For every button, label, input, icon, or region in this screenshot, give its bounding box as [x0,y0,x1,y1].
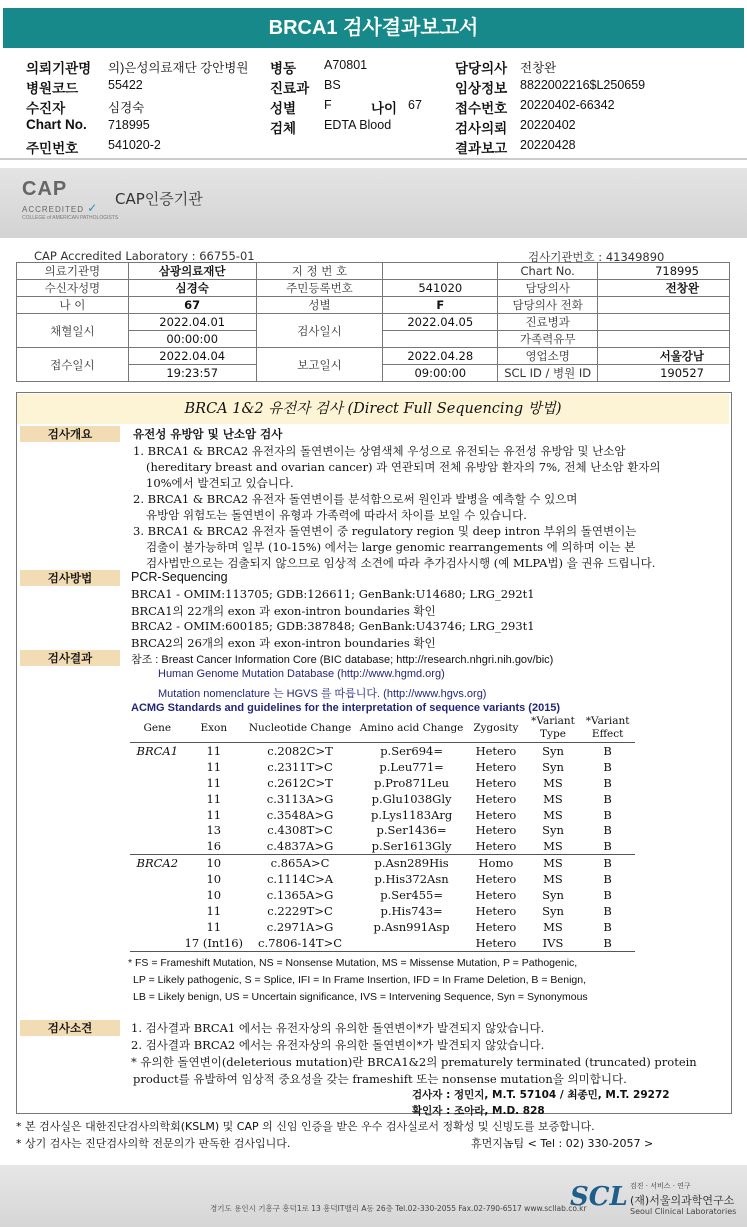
variant-cell: p.Ser1613Gly [371,839,452,854]
variant-cell: BRCA1 [136,743,179,758]
info-cell: 검사일시 [256,314,383,348]
variant-column-header: *Variant Effect [580,714,635,743]
info-cell: 67 [128,297,256,314]
info-cell [598,314,730,331]
variant-cell: p.Ser694= [380,743,443,758]
variant-column-header: Exon [185,714,243,743]
section-label-method: 검사방법 [20,570,120,586]
variant-cell: MS [543,919,563,934]
header-label: Chart No. [26,117,87,132]
header-label: 병원코드 [26,81,79,96]
contact-note: 휴먼지놈팀 < Tel : 02) 330-2057 > [471,1137,654,1150]
variant-cell [130,903,185,919]
variant-cell: MS [543,791,563,806]
footer-address: 경기도 용인시 기흥구 흥덕1로 13 흥덕IT밸리 A동 26층 Tel.02-330-2055 Fax.02-790-6517 www.scllab.co.kr [210,1204,587,1213]
variant-cell: 11 [206,807,222,822]
variant-cell: 16 [206,839,222,854]
variant-cell: B [580,935,635,951]
variant-table [130,714,635,952]
reference-line: Human Genome Mutation Database (http://www.hgmd.org) [158,668,445,680]
header-value: 의)은성의료재단 강안병원 [108,61,249,75]
info-cell: 서울강남 [598,348,730,365]
variant-cell: B [603,743,612,758]
info-cell: 2022.04.28 [383,348,498,365]
variant-cell: c.1365A>G [266,887,334,902]
info-cell: 가족력유무 [498,331,598,348]
footer-org-en: Seoul Clinical Laboratories [630,1207,737,1216]
info-cell: 지 정 번 호 [256,263,383,280]
header-label: 의뢰기관명 [26,61,92,76]
info-row [17,263,730,280]
header-value: A70801 [324,58,368,72]
info-cell: 심경숙 [128,280,256,297]
variant-cell [130,871,185,887]
variant-cell: c.865A>C [243,855,357,871]
variant-cell: Hetero [475,743,517,758]
variant-cell: B [603,823,612,838]
variant-row [130,743,635,759]
variant-row [130,807,635,823]
variant-cell: 11 [206,775,222,790]
variant-cell: 11 [206,919,222,934]
variant-cell: p.Ser1436= [376,823,447,838]
footer-org-kr: (재)서울의과학연구소 [630,1194,735,1207]
info-row [17,280,730,297]
method-line: BRCA2 - OMIM:600185; GDB:387848; GenBank:U43746; LRG_293t1 [131,619,535,633]
variant-cell: MS [543,775,563,790]
header-value: 심경숙 [108,101,145,115]
variant-cell [130,935,185,951]
variant-row [130,838,635,854]
variant-cell: 13 [206,823,222,838]
header-value: 20220402 [520,118,576,132]
variant-cell: B [603,775,612,790]
info-cell: 보고일시 [256,348,383,382]
cap-label: CAP인증기관 [115,190,203,208]
section-label-opinion: 검사소견 [20,1020,120,1036]
header-label: 수진자 [26,101,66,116]
variant-cell: B [603,759,612,774]
overview-line: 1. BRCA1 & BRCA2 유전자의 돌연변이는 상염색체 우성으로 유전되는 유전성 유방암 및 난소암 [133,444,626,458]
footer-org-tag: 검진 · 서비스 · 연구 [630,1182,691,1190]
variant-cell [130,775,185,791]
variant-cell: c.1114C>A [266,872,334,887]
variant-cell: 17 (Int16) [184,935,244,950]
variant-cell: p.Ser455= [380,887,443,902]
variant-cell: c.4308T>C [267,823,333,838]
header-label: 검사의뢰 [455,121,508,136]
variant-cell [130,759,185,775]
variant-cell: Hetero [475,759,517,774]
info-cell: 담당의사 [498,280,598,297]
variant-cell: 11 [206,903,222,918]
info-cell [598,297,730,314]
info-cell: 접수일시 [17,348,129,382]
variant-cell [357,935,466,951]
info-cell: 00:00:00 [128,331,256,348]
header-value: 541020-2 [108,138,161,152]
variant-cell: 10 [206,887,222,902]
info-cell: 나 이 [17,297,129,314]
overview-line: 2. BRCA1 & BRCA2 유전자 돌연변이를 분석함으로써 원인과 발병을 예측할 수 있으며 [133,492,578,506]
info-cell: SCL ID / 병원 ID [498,365,598,382]
variant-cell: MS [543,872,563,887]
overview-line: 10%에서 발견되고 있습니다. [146,476,294,490]
info-cell: 주민등록번호 [256,280,383,297]
overview-line: 검사법만으로는 검출되지 않으므로 임상적 소견에 따라 추가검사시행 (예 MLPA법) 을 권유 드립니다. [146,556,656,570]
header-value: 20220428 [520,138,576,152]
variant-row [130,855,635,871]
variant-cell: p.Pro871Leu [374,775,450,790]
cap-logo-sub: ACCREDITED ✓ [22,201,99,215]
variant-cell: p.Leu771= [379,759,444,774]
variant-cell: c.2612C>T [267,775,333,790]
info-cell: 성별 [256,297,383,314]
variant-cell: Syn [542,759,564,774]
variant-cell: BRCA2 [130,855,185,871]
variant-cell: Hetero [475,775,517,790]
variant-row [130,903,635,919]
method-line: BRCA1의 22개의 exon 과 exon-intron boundaries 확인 [131,604,436,618]
header-value: 55422 [108,78,143,92]
info-cell [383,263,498,280]
cap-logo-tiny: COLLEGE of AMERICAN PATHOLOGISTS [22,215,119,221]
variant-cell: Hetero [475,807,517,822]
cap-logo-text: CAP [22,178,68,200]
variant-table-header [130,714,635,743]
info-row [17,348,730,365]
cap-logo [22,178,118,221]
info-cell [598,331,730,348]
variant-table-body [130,743,635,952]
variant-column-header: *Variant Type [526,714,581,743]
variant-row [130,822,635,838]
overview-line: 검출이 불가능하며 일부 (10-15%) 에서는 large genomic rearrangements 에 의하며 이는 본 [146,540,636,554]
section-label-overview: 검사개요 [20,426,120,442]
accreditation-note: * 본 검사실은 대한진단검사의학회(KSLM) 및 CAP 의 신임 인증을 받은 우수 검사실로서 정확성 및 신빙도를 보증합니다. [16,1120,595,1133]
variant-row [130,791,635,807]
variant-column-header: Gene [130,714,185,743]
header-label: 접수번호 [455,101,508,116]
lab-number: CAP Accredited Laboratory : 66755-01 [34,249,255,263]
header-value: 67 [408,98,422,112]
variant-row [130,871,635,887]
variant-cell: Hetero [475,919,517,934]
variant-cell: c.3548A>G [266,807,334,822]
variant-cell: c.3113A>G [266,791,334,806]
variant-cell: MS [543,839,563,854]
variant-cell: B [603,872,612,887]
variant-cell: c.2971A>G [266,919,334,934]
header-label: 임상정보 [455,81,508,96]
variant-cell: c.2311T>C [267,759,333,774]
info-row [17,314,730,331]
variant-cell: Hetero [475,823,517,838]
variant-cell: 11 [206,791,222,806]
header-label: 나이 [371,101,398,116]
variant-cell: Syn [542,887,564,902]
variant-cell: p.His743= [380,903,443,918]
variant-cell [130,822,185,838]
variant-cell: p.Asn289His [357,855,466,871]
variant-cell: B [603,903,612,918]
variant-column-header: Zygosity [466,714,526,743]
report-title: BRCA1 검사결과보고서 [3,8,744,48]
variant-cell: 11 [206,759,222,774]
variant-cell [130,807,185,823]
check-icon: ✓ [87,201,99,215]
header-label: 검체 [270,121,297,136]
variant-cell: Hetero [475,903,517,918]
info-cell: Chart No. [498,263,598,280]
header-label: 담당의사 [455,61,508,76]
info-row [17,297,730,314]
variant-cell: Syn [542,743,564,758]
test-subtitle: BRCA 1&2 유전자 검사 (Direct Full Sequencing 방법) [17,394,729,424]
info-cell: 718995 [598,263,730,280]
opinion-line: 2. 검사결과 BRCA2 에서는 유전자상의 유의한 돌연변이*가 발견되지 않았습니다. [131,1038,545,1052]
header-value: F [324,98,332,112]
variant-cell: MS [543,807,563,822]
exam-number: 검사기관번호 : 41349890 [528,250,665,264]
variant-cell [130,838,185,854]
variant-cell [130,919,185,935]
info-cell: 190527 [598,365,730,382]
info-cell: 담당의사 전화 [498,297,598,314]
variant-cell: p.Glu1038Gly [371,791,452,806]
header-label: 결과보고 [455,141,508,156]
variant-cell: c.4837A>G [266,839,334,854]
variant-column-header: Amino acid Change [357,714,466,743]
info-cell: 채혈일시 [17,314,129,348]
variant-cell: B [603,807,612,822]
variant-cell: Syn [542,903,564,918]
info-cell: 의료기관명 [17,263,129,280]
info-cell: 541020 [383,280,498,297]
variant-row [130,759,635,775]
variant-row [130,919,635,935]
variant-cell [130,887,185,903]
variant-cell: B [580,855,635,871]
variant-cell: B [603,839,612,854]
header-label: 주민번호 [26,141,79,156]
info-cell: F [383,297,498,314]
scl-logo: SCL [570,1182,628,1212]
section-label-result: 검사결과 [20,650,120,666]
confirmer-signature: 확인자 : 조아라, M.D. 828 [412,1105,545,1117]
legend-line: LP = Likely pathogenic, S = Splice, IFI = In Frame Insertion, IFD = In Frame Deletion, B = Benign, [133,974,586,986]
overview-line: 유방암 위험도는 돌연변이 유형과 가족력에 따라서 차이를 보일 수 있습니다. [146,508,527,522]
info-cell: 수신자성명 [17,280,129,297]
variant-cell: Syn [542,823,564,838]
info-cell: 진료병과 [498,314,598,331]
method-line: BRCA1 - OMIM:113705; GDB:126611; GenBank:U14680; LRG_292t1 [131,587,535,601]
variant-row [130,935,635,951]
legend-line: * FS = Frameshift Mutation, NS = Nonsense Mutation, MS = Missense Mutation, P = Pathogenic, [128,957,578,969]
tester-signature: 검사자 : 정민지, M.T. 57104 / 최종민, M.T. 29272 [412,1089,670,1101]
variant-row [130,887,635,903]
variant-cell: p.His372Asn [374,872,449,887]
divider [0,158,747,160]
variant-cell: Hetero [466,935,526,951]
variant-column-header: Nucleotide Change [243,714,357,743]
variant-cell: c.2082C>T [267,743,333,758]
variant-cell: B [603,791,612,806]
overview-line: (hereditary breast and ovarian cancer) 과 연관되며 전체 유방암 환자의 7%, 전체 난소암 환자의 [146,460,661,474]
header-label: 병동 [270,61,297,76]
variant-cell: Homo [466,855,526,871]
variant-cell [130,791,185,807]
info-cell: 09:00:00 [383,365,498,382]
header-value: EDTA Blood [324,118,392,132]
header-value: 8822002216$L250659 [520,78,646,92]
patient-info-table [16,262,730,382]
header-label: 진료과 [270,81,310,96]
variant-cell: 10 [185,855,243,871]
header-value: BS [324,78,341,92]
variant-cell: Hetero [475,791,517,806]
reference-line: ACMG Standards and guidelines for the interpretation of sequence variants (2015) [131,702,561,714]
method-line: BRCA2의 26개의 exon 과 exon-intron boundaries 확인 [131,636,436,650]
overview-line: 3. BRCA1 & BRCA2 유전자 돌연변이 중 regulatory region 및 deep intron 부위의 돌연변이는 [133,524,637,538]
variant-cell: B [603,919,612,934]
info-cell: 2022.04.01 [128,314,256,331]
info-cell: 전창완 [598,280,730,297]
opinion-line: * 유의한 돌연변이(deleterious mutation)란 BRCA1&2의 prematurely terminated (truncated) protein [131,1055,697,1069]
reading-note: * 상기 검사는 진단검사의학 전문의가 판독한 검사입니다. [16,1137,291,1150]
variant-cell: 10 [206,872,222,887]
variant-cell: p.Asn991Asp [373,919,450,934]
header-value: 20220402-66342 [520,98,615,112]
overview-head: 유전성 유방암 및 난소암 검사 [133,427,283,441]
header-value: 718995 [108,118,150,132]
opinion-line: product를 유발하여 임상적 중요성을 갖는 frameshift 또는 nonsense mutation을 의미합니다. [133,1072,627,1086]
variant-cell: IVS [526,935,581,951]
opinion-line: 1. 검사결과 BRCA1 에서는 유전자상의 유의한 돌연변이*가 발견되지 않았습니다. [131,1021,545,1035]
reference-line: Mutation nomenclature 는 HGVS 를 따릅니다. (http://www.hgvs.org) [158,688,487,700]
info-cell: 19:23:57 [128,365,256,382]
variant-cell: MS [526,855,581,871]
reference-line: 참조 : Breast Cancer Information Core (BIC database; http://research.nhgri.nih.gov/bic) [131,654,554,666]
variant-row [130,775,635,791]
variant-cell: c.7806-14T>C [243,935,357,951]
variant-cell: c.2229T>C [267,903,333,918]
variant-cell: Hetero [475,839,517,854]
variant-cell: 11 [206,743,222,758]
info-cell: 2022.04.04 [128,348,256,365]
header-label: 성별 [270,101,297,116]
method-head: PCR-Sequencing [131,570,228,584]
info-cell: 2022.04.05 [383,314,498,331]
info-cell [383,331,498,348]
variant-cell: B [603,887,612,902]
info-cell: 영업소명 [498,348,598,365]
info-cell: 삼광의료재단 [128,263,256,280]
legend-line: LB = Likely benign, US = Uncertain significance, IVS = Intervening Sequence, Syn = Synonymous [133,991,588,1003]
variant-cell: p.Lys1183Arg [370,807,453,822]
variant-cell: Hetero [475,872,517,887]
variant-cell: Hetero [475,887,517,902]
header-value: 전창완 [520,61,557,75]
